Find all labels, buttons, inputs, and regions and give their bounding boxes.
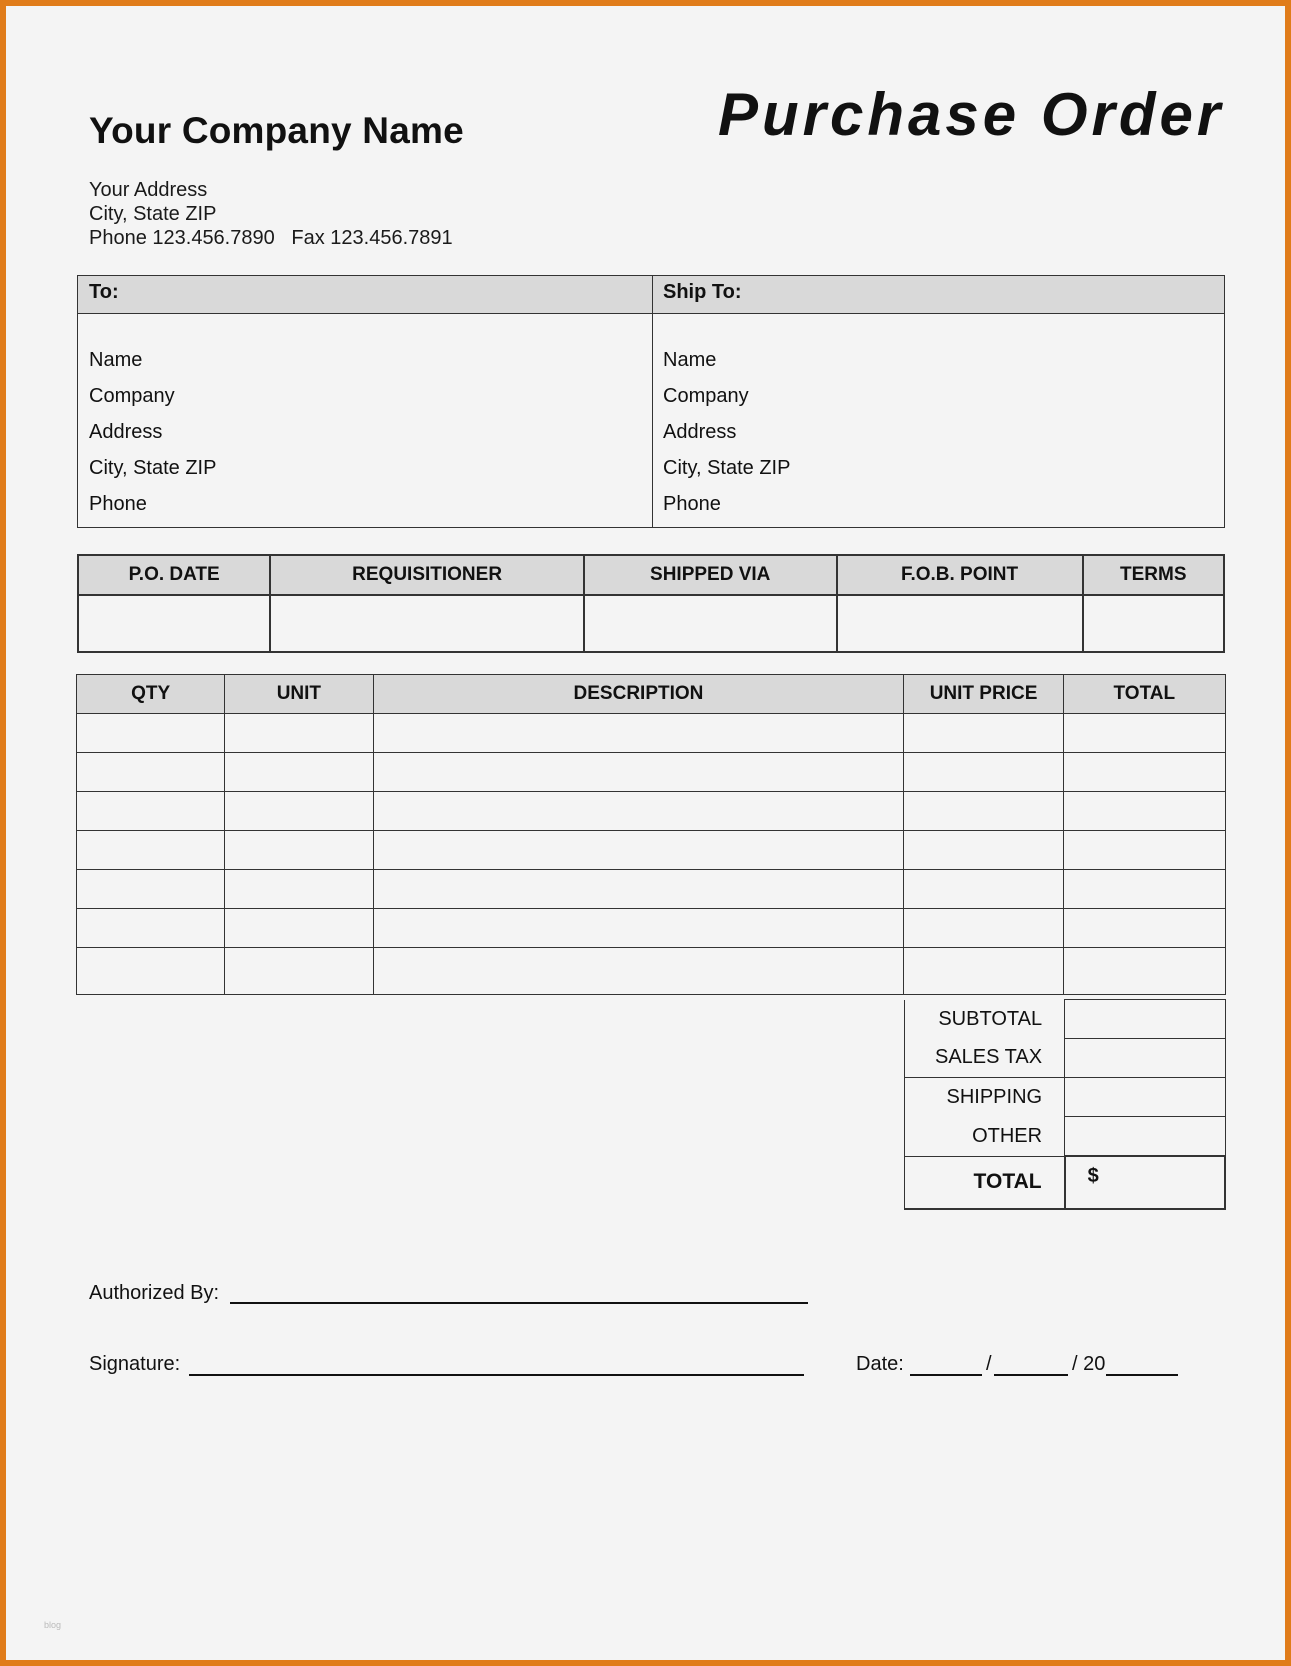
total-header: TOTAL <box>1063 675 1225 714</box>
qty-cell[interactable] <box>77 753 225 792</box>
line-total-cell[interactable] <box>1063 831 1225 870</box>
table-row <box>77 870 1226 909</box>
requisitioner-cell[interactable] <box>270 595 584 652</box>
unit-price-header: UNIT PRICE <box>904 675 1063 714</box>
date-day-line[interactable] <box>994 1374 1068 1376</box>
to-address-field[interactable]: Address <box>89 421 163 443</box>
shipping-label: SHIPPING <box>905 1078 1065 1117</box>
unit-header: UNIT <box>225 675 373 714</box>
date-month-line[interactable] <box>910 1374 982 1376</box>
unit-cell[interactable] <box>225 909 373 948</box>
ship-to-name-field[interactable]: Name <box>663 349 717 371</box>
authorized-by-label: Authorized By: <box>89 1282 220 1304</box>
qty-cell[interactable] <box>77 948 225 995</box>
unit-price-cell[interactable] <box>904 753 1063 792</box>
table-row <box>77 831 1226 870</box>
sales-tax-label: SALES TAX <box>905 1039 1065 1078</box>
qty-cell[interactable] <box>77 870 225 909</box>
to-phone-field[interactable]: Phone <box>89 493 147 515</box>
description-cell[interactable] <box>373 792 904 831</box>
unit-price-cell[interactable] <box>904 909 1063 948</box>
description-cell[interactable] <box>373 753 904 792</box>
terms-header: TERMS <box>1083 555 1224 595</box>
line-total-cell[interactable] <box>1063 792 1225 831</box>
date-separator: / <box>986 1353 992 1375</box>
unit-cell[interactable] <box>225 831 373 870</box>
qty-header: QTY <box>77 675 225 714</box>
ship-to-label: Ship To: <box>663 281 742 303</box>
line-total-cell[interactable] <box>1063 909 1225 948</box>
po-date-header: P.O. DATE <box>78 555 270 595</box>
ship-to-company-field[interactable]: Company <box>663 385 749 407</box>
shipped-via-cell[interactable] <box>584 595 837 652</box>
to-ship-to-header <box>78 276 1224 314</box>
company-name: Your Company Name <box>89 110 464 151</box>
grand-total-label: TOTAL <box>905 1156 1065 1209</box>
to-ship-to-box <box>77 275 1225 528</box>
ship-to-address-field[interactable]: Address <box>663 421 737 443</box>
signature-line[interactable] <box>189 1374 804 1376</box>
watermark: blog <box>44 1620 62 1630</box>
fob-point-header: F.O.B. POINT <box>837 555 1083 595</box>
document-title: Purchase Order <box>718 81 1225 148</box>
shipped-via-header: SHIPPED VIA <box>584 555 837 595</box>
terms-cell[interactable] <box>1083 595 1224 652</box>
totals-table <box>904 999 1226 1210</box>
sales-tax-value[interactable] <box>1065 1039 1225 1078</box>
to-name-field[interactable]: Name <box>89 349 143 371</box>
unit-price-cell[interactable] <box>904 870 1063 909</box>
table-row <box>77 909 1226 948</box>
unit-cell[interactable] <box>225 714 373 753</box>
line-total-cell[interactable] <box>1063 753 1225 792</box>
other-label: OTHER <box>905 1117 1065 1157</box>
description-cell[interactable] <box>373 870 904 909</box>
to-city-field[interactable]: City, State ZIP <box>89 457 217 479</box>
qty-cell[interactable] <box>77 714 225 753</box>
description-cell[interactable] <box>373 831 904 870</box>
unit-cell[interactable] <box>225 792 373 831</box>
qty-cell[interactable] <box>77 792 225 831</box>
po-date-cell[interactable] <box>78 595 270 652</box>
date-year-line[interactable] <box>1106 1374 1178 1376</box>
ship-to-phone-field[interactable]: Phone <box>663 493 721 515</box>
unit-price-cell[interactable] <box>904 831 1063 870</box>
description-header: DESCRIPTION <box>373 675 904 714</box>
order-info-table <box>77 554 1225 653</box>
signature-label: Signature: <box>89 1353 181 1375</box>
line-items-table <box>76 674 1226 995</box>
subtotal-value[interactable] <box>1065 1000 1225 1039</box>
line-total-cell[interactable] <box>1063 948 1225 995</box>
description-cell[interactable] <box>373 714 904 753</box>
to-label: To: <box>89 281 119 303</box>
authorized-by-line[interactable] <box>230 1302 808 1304</box>
description-cell[interactable] <box>373 909 904 948</box>
unit-cell[interactable] <box>225 753 373 792</box>
qty-cell[interactable] <box>77 909 225 948</box>
ship-to-city-field[interactable]: City, State ZIP <box>663 457 791 479</box>
line-total-cell[interactable] <box>1063 714 1225 753</box>
table-row <box>77 948 1226 995</box>
shipping-value[interactable] <box>1065 1078 1225 1117</box>
other-value[interactable] <box>1065 1117 1225 1157</box>
address-line: Your Address <box>89 179 208 201</box>
unit-cell[interactable] <box>225 948 373 995</box>
subtotal-label: SUBTOTAL <box>905 1000 1065 1039</box>
unit-price-cell[interactable] <box>904 714 1063 753</box>
currency-symbol: $ <box>1087 1165 1099 1187</box>
unit-price-cell[interactable] <box>904 948 1063 995</box>
phone-fax-line: Phone 123.456.7890 Fax 123.456.7891 <box>89 227 453 249</box>
unit-cell[interactable] <box>225 870 373 909</box>
date-label: Date: <box>856 1353 904 1375</box>
city-state-zip-line: City, State ZIP <box>89 203 217 225</box>
date-year-prefix: / 20 <box>1072 1353 1106 1375</box>
grand-total-value[interactable] <box>1065 1156 1225 1209</box>
table-row <box>77 792 1226 831</box>
qty-cell[interactable] <box>77 831 225 870</box>
line-total-cell[interactable] <box>1063 870 1225 909</box>
description-cell[interactable] <box>373 948 904 995</box>
to-company-field[interactable]: Company <box>89 385 175 407</box>
requisitioner-header: REQUISITIONER <box>270 555 584 595</box>
to-ship-to-divider <box>652 276 653 527</box>
unit-price-cell[interactable] <box>904 792 1063 831</box>
table-row <box>77 753 1226 792</box>
table-row <box>77 714 1226 753</box>
fob-point-cell[interactable] <box>837 595 1083 652</box>
